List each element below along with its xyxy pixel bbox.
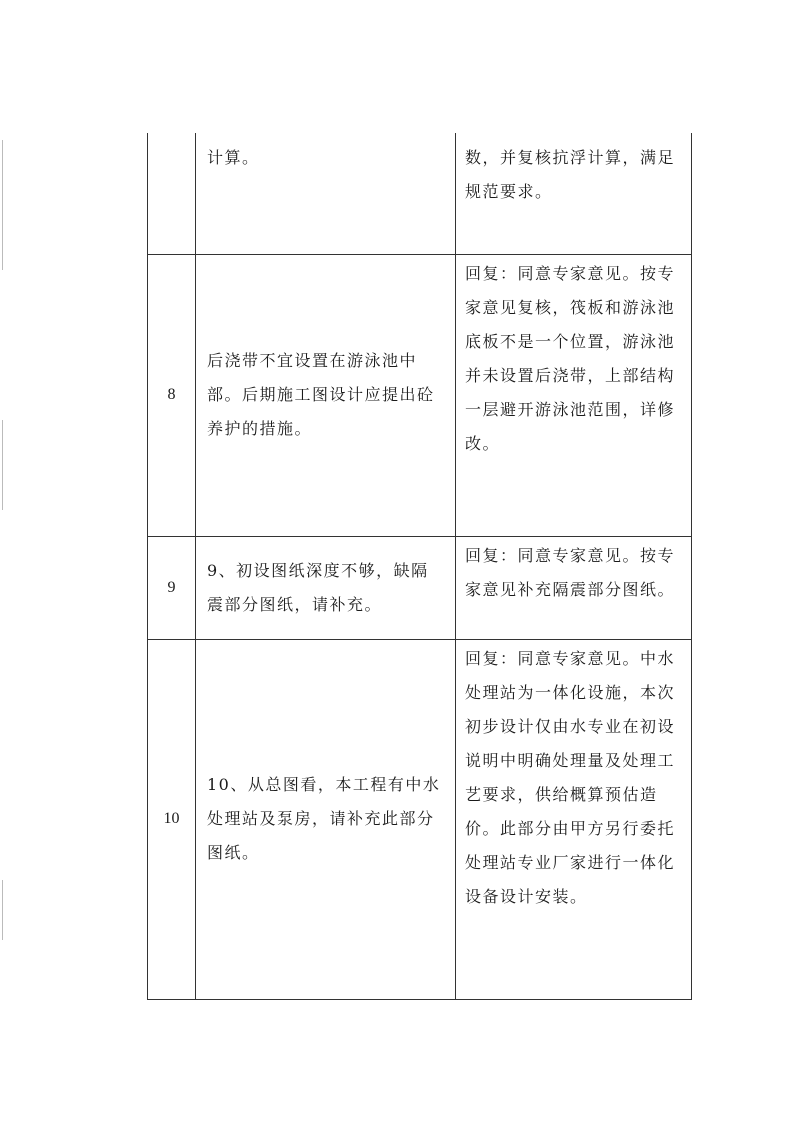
reply-text: 回复：同意专家意见。按专家意见补充隔震部分图纸。 <box>465 545 676 599</box>
issue-cell <box>196 254 456 536</box>
table-row <box>148 133 692 254</box>
reply-cell <box>456 133 692 254</box>
reply-text: 数，并复核抗浮计算，满足规范要求。 <box>465 148 676 201</box>
reply-text: 回复：同意专家意见。中水处理站为一体化设施，本次初步设计仅由水专业在初设说明中明确处理量及处理工艺要求，供给概算预估造价。此部分由甲方另行委托处理站专业厂家进行一体化设备设计安装。 <box>465 648 676 906</box>
scan-edge-mark <box>2 880 3 940</box>
reply-text: 回复：同意专家意见。按专家意见复核，筏板和游泳池底板不是一个位置，游泳池并未设置后浇带，上部结构一层避开游泳池范围，详修改。 <box>465 263 676 453</box>
reply-cell <box>456 536 692 639</box>
row-number-cell: 9 <box>148 536 196 639</box>
issue-cell <box>196 639 456 999</box>
issue-text: 9、初设图纸深度不够，缺隔震部分图纸，请补充。 <box>207 560 429 614</box>
issue-text: 计算。 <box>207 148 260 167</box>
review-response-table <box>147 133 692 1000</box>
row-number-cell <box>148 133 196 254</box>
reply-cell <box>456 639 692 999</box>
table-row <box>148 639 692 999</box>
issue-cell <box>196 536 456 639</box>
row-number-cell: 8 <box>148 254 196 536</box>
issue-text: 10、从总图看，本工程有中水处理站及泵房，请补充此部分图纸。 <box>207 775 441 862</box>
row-number-cell: 10 <box>148 639 196 999</box>
scan-edge-mark <box>2 420 3 510</box>
reply-cell <box>456 254 692 536</box>
issue-text: 后浇带不宜设置在游泳池中部。后期施工图设计应提出砼养护的措施。 <box>207 351 435 438</box>
table-row <box>148 536 692 639</box>
scan-edge-mark <box>2 140 3 270</box>
issue-cell <box>196 133 456 254</box>
table-row <box>148 254 692 536</box>
